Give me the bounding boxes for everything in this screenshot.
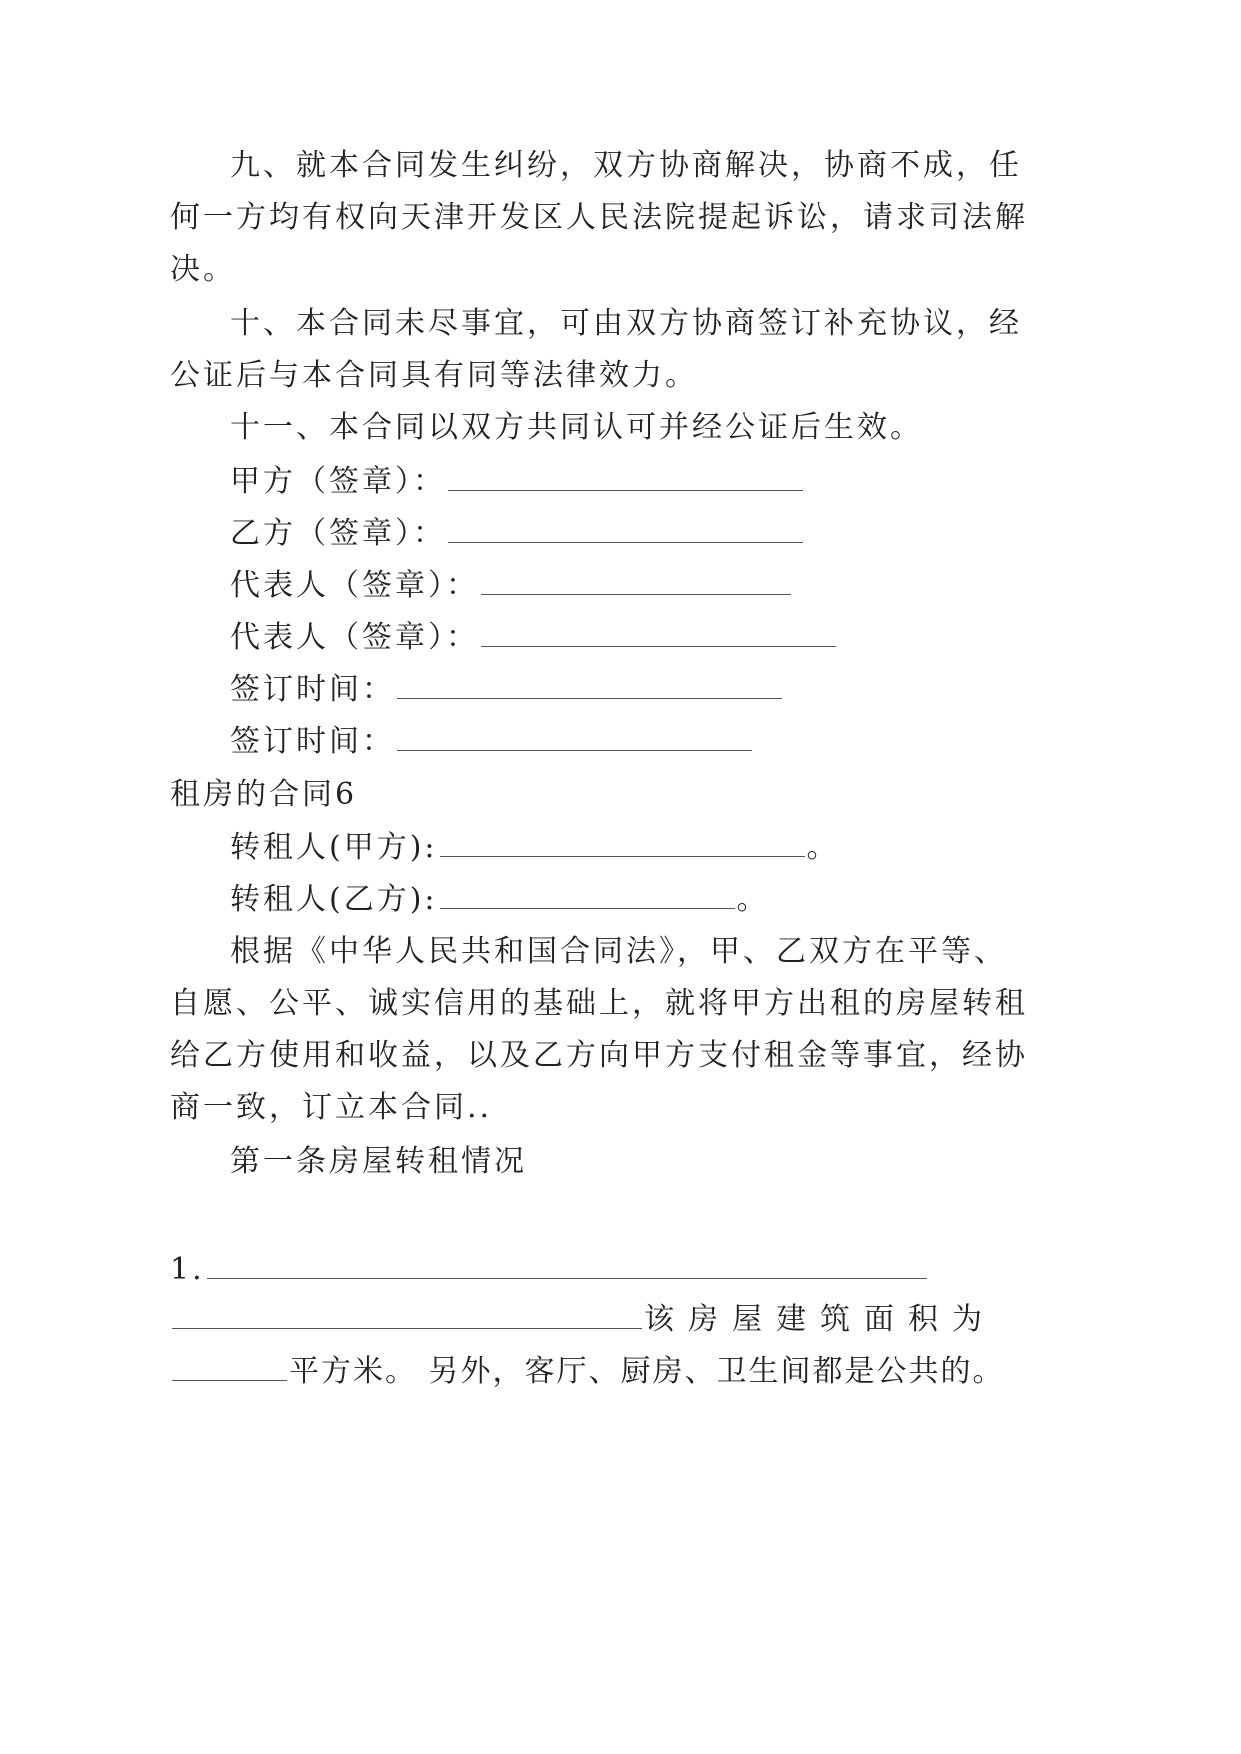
signature-rep-1 — [230, 566, 793, 606]
article-1-title: 第一条房屋转租情况 — [230, 1144, 527, 1179]
contract-6-title: 租房的合同6 — [170, 777, 358, 812]
signature-rep-2-blank — [481, 622, 836, 647]
sublessee-blank — [440, 884, 735, 909]
item-1-blank — [207, 1254, 927, 1279]
signature-party-b — [230, 514, 805, 554]
address-blank — [172, 1304, 642, 1329]
area-value-line — [170, 1352, 1005, 1392]
clause-9-line-1: 九、就本合同发生纠纷，双方协商解决，协商不成，任 — [230, 148, 1022, 183]
item-1-number: 1. — [170, 1252, 205, 1287]
signature-party-b-blank — [448, 518, 803, 543]
sublessor-label: 转租人(甲方): — [230, 830, 438, 865]
signature-party-a-label: 甲方（签章）： — [230, 464, 446, 499]
preamble-line-4: 商一致，订立本合同.. — [170, 1090, 493, 1125]
sublessor-period: 。 — [806, 830, 840, 865]
signature-date-1-label: 签订时间： — [230, 672, 395, 707]
sublessor-blank — [440, 832, 805, 857]
sublessee-label-text: 转租人(乙方): — [230, 882, 438, 917]
area-prefix: 该房屋建筑面积为 — [644, 1302, 996, 1337]
sublessee-period: 。 — [736, 882, 770, 917]
signature-party-a-blank — [448, 466, 803, 491]
preamble-line-3: 给乙方使用和收益，以及乙方向甲方支付租金等事宜，经协 — [170, 1038, 1028, 1073]
signature-date-2-label: 签订时间： — [230, 724, 395, 759]
signature-rep-2 — [230, 618, 838, 658]
signature-rep-1-label: 代表人（签章）： — [230, 568, 479, 603]
area-blank — [172, 1356, 287, 1381]
signature-party-a — [230, 462, 805, 502]
item-1-line — [170, 1250, 929, 1290]
signature-date-2 — [230, 722, 754, 762]
clause-10-line-1: 十、本合同未尽事宜，可由双方协商签订补充协议，经 — [230, 306, 1022, 341]
signature-rep-2-label: 代表人（签章）： — [230, 620, 479, 655]
clause-9-line-2: 何一方均有权向天津开发区人民法院提起诉讼，请求司法解 — [170, 200, 1028, 235]
clause-11: 十一、本合同以双方共同认可并经公证后生效。 — [230, 410, 923, 445]
preamble-line-1: 根据《中华人民共和国合同法》，甲、乙双方在平等、 — [230, 934, 1007, 969]
signature-date-1 — [230, 670, 784, 710]
clause-10-line-2: 公证后与本合同具有同等法律效力。 — [170, 358, 698, 393]
area-line — [170, 1300, 996, 1340]
signature-rep-1-blank — [481, 570, 791, 595]
sublessee-line — [230, 880, 770, 920]
clause-9-line-3: 决。 — [170, 252, 236, 287]
signature-party-b-label: 乙方（签章）： — [230, 516, 446, 551]
preamble-line-2: 自愿、公平、诚实信用的基础上，就将甲方出租的房屋转租 — [170, 986, 1028, 1021]
area-suffix: 平方米。 另外，客厅、厨房、卫生间都是公共的。 — [289, 1354, 1005, 1389]
signature-date-2-blank — [397, 726, 752, 751]
sublessor-line — [230, 828, 840, 868]
signature-date-1-blank — [397, 674, 782, 699]
